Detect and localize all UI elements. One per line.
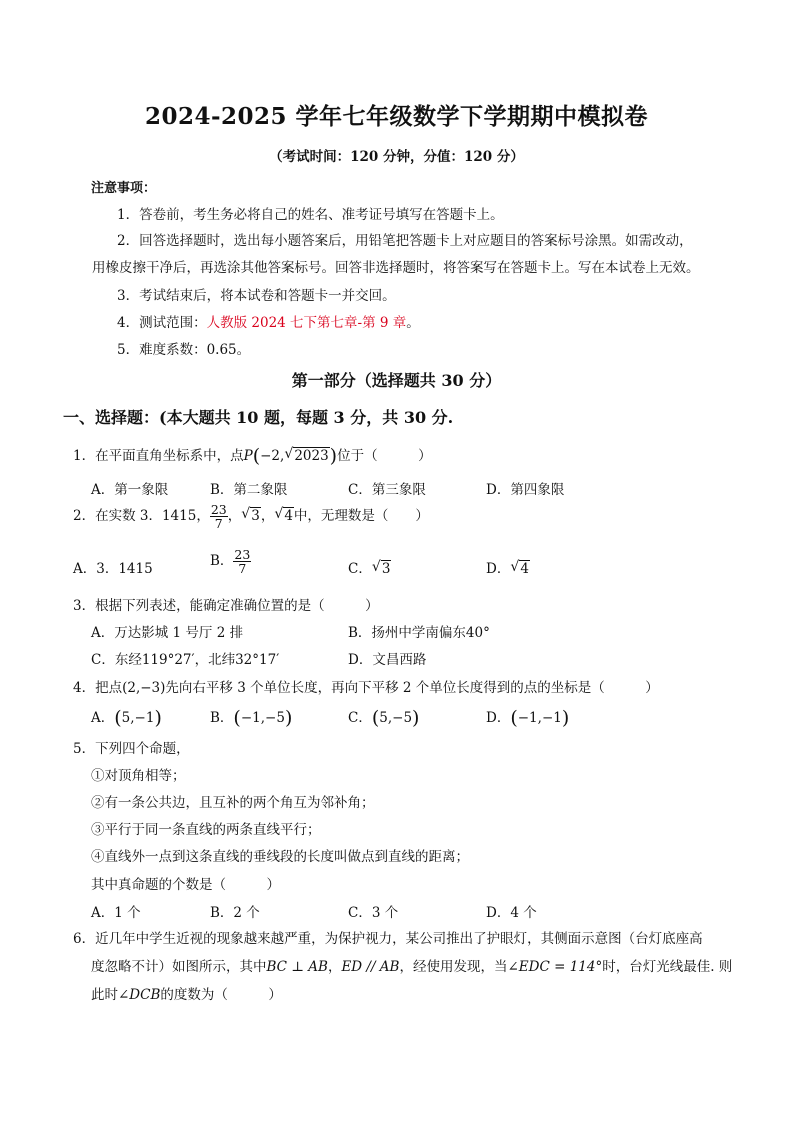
q2-option-c-label: C． xyxy=(348,561,372,577)
q1-sqrt-value: 2023 xyxy=(294,448,329,464)
q2-sep-2: ， xyxy=(260,508,275,525)
q2-option-b-num: 23 xyxy=(234,547,251,562)
paren-left: ( xyxy=(233,707,241,729)
paren-right: ) xyxy=(561,707,570,729)
q5-statement-2: ②有一条公共边，且互补的两个角互为邻补角； xyxy=(91,795,375,811)
q2-frac-den: 7 xyxy=(214,516,223,532)
q5-option-a: A．1 个 xyxy=(91,905,141,921)
q4-option-a-value: 5,−1 xyxy=(121,710,155,726)
q6-line-1: 6．近几年中学生近视的现象越来越严重，为保护视力，某公司推出了护眼灯，其侧面示意图（台灯底座高 xyxy=(73,931,703,947)
q2-option-d-label: D． xyxy=(486,561,511,577)
q6-line-2 xyxy=(91,955,732,975)
paren-left: ( xyxy=(371,707,380,729)
q2-sqrt4 xyxy=(274,508,294,524)
q2-sep-1: ， xyxy=(227,508,242,525)
q1-option-a: A．第一象限 xyxy=(91,482,169,498)
q6-line-2-text-b: ， xyxy=(327,959,342,975)
q3-option-d: D．文昌西路 xyxy=(348,652,427,668)
q2-option-c xyxy=(348,557,391,577)
q2-stem-text: 2．在实数 3．1415， xyxy=(73,508,210,525)
q1-stem xyxy=(73,444,432,467)
paren-right: ) xyxy=(284,707,293,729)
q5-stem: 5．下列四个命题， xyxy=(73,741,190,757)
q1-stem-text: 1．在平面直角坐标系中，点 xyxy=(73,448,244,464)
radical-icon: √ xyxy=(274,506,284,523)
q5-option-d: D．4 个 xyxy=(486,905,537,921)
q2-option-b-label: B． xyxy=(210,553,234,570)
q4-option-d-value: −1,−1 xyxy=(517,710,562,726)
q1-coord: −2, xyxy=(260,448,285,464)
q1-stem-end: 位于（ ） xyxy=(337,448,432,464)
q4-option-d-label: D． xyxy=(486,710,511,726)
q4-option-c xyxy=(348,706,419,729)
radical-icon: √ xyxy=(241,506,251,523)
paren-left: ( xyxy=(114,707,122,729)
note-4-scope: 人教版 2024 七下第七章-第 9 章 xyxy=(206,315,407,331)
q4-point: (2,−3) xyxy=(122,680,166,696)
radical-icon: √ xyxy=(371,559,381,575)
q6-line-2-text-d: 时，台灯光线最佳. 则 xyxy=(602,959,733,975)
q2-sqrt3 xyxy=(241,508,261,524)
q6-line-3 xyxy=(91,983,282,1003)
q2-stem-end: 中，无理数是（ ） xyxy=(293,508,429,525)
q2-fraction xyxy=(210,503,228,530)
q6-line-3-text-a: 此时 xyxy=(91,987,118,1003)
q5-question: 其中真命题的个数是（ ） xyxy=(91,877,280,893)
q6-angle-edc: ∠EDC = 114° xyxy=(507,959,603,975)
q5-statement-4: ④直线外一点到这条直线的垂线段的长度叫做点到直线的距离； xyxy=(91,849,469,865)
note-2-line2: 用橡皮擦干净后，再选涂其他答案标号。回答非选择题时，将答案写在答题卡上。写在本试卷上无效。 xyxy=(92,260,700,276)
notes-heading: 注意事项： xyxy=(91,181,157,196)
q6-line-3-text-b: 的度数为（ ） xyxy=(160,987,282,1003)
q1-option-c: C．第三象限 xyxy=(348,482,426,498)
q4-option-a-label: A． xyxy=(91,710,115,726)
q6-parallel: ED // AB xyxy=(341,959,400,975)
q2-option-d-sqrt xyxy=(510,561,530,577)
q4-option-d xyxy=(486,706,569,729)
radical-icon: √ xyxy=(510,559,520,575)
q3-option-c: C．东经119°27′，北纬32°17′ xyxy=(91,652,280,668)
q1-option-b: B．第二象限 xyxy=(210,482,288,498)
q1-sqrt xyxy=(284,448,329,464)
q5-option-c: C．3 个 xyxy=(348,905,399,921)
q2-option-d-value: 4 xyxy=(520,561,529,577)
q6-angle-dcb: ∠DCB xyxy=(118,987,161,1003)
q4-option-c-value: 5,−5 xyxy=(379,710,413,726)
q6-perpendicular: BC ⊥ AB xyxy=(266,959,328,975)
q2-sqrt4-value: 4 xyxy=(284,508,293,525)
q2-option-b-den: 7 xyxy=(238,561,247,577)
q1-paren-left: ( xyxy=(252,445,261,467)
q3-option-b: B．扬州中学南偏东40° xyxy=(348,625,490,641)
part-one-heading: 第一部分（选择题共 30 分） xyxy=(291,371,502,390)
q2-stem xyxy=(73,503,429,530)
q6-line-2-text-a: 度忽略不计）如图所示，其中 xyxy=(91,959,267,975)
q4-option-a xyxy=(91,706,162,729)
q2-option-b-fraction xyxy=(233,548,251,575)
q4-option-c-label: C． xyxy=(348,710,372,726)
q3-stem: 3．根据下列表述，能确定准确位置的是（ ） xyxy=(73,598,379,614)
paren-left: ( xyxy=(510,707,518,729)
note-5: 5．难度系数：0.65。 xyxy=(117,342,251,358)
q5-statement-3: ③平行于同一条直线的两条直线平行； xyxy=(91,822,321,838)
exam-title: 2024-2025 学年七年级数学下学期期中模拟卷 xyxy=(144,103,649,130)
section-one-heading: 一、选择题：(本大题共 10 题，每题 3 分，共 30 分. xyxy=(63,408,454,427)
q4-option-b xyxy=(210,706,292,729)
q4-option-b-value: −1,−5 xyxy=(240,710,285,726)
q4-option-b-label: B． xyxy=(210,710,234,726)
radical-icon: √ xyxy=(284,446,294,462)
note-2-line1: 2．回答选择题时，选出每小题答案后，用铅笔把答题卡上对应题目的答案标号涂黑。如需改动， xyxy=(117,233,693,249)
q2-option-b xyxy=(210,548,251,575)
q4-stem xyxy=(73,676,659,696)
q3-option-a: A．万达影城 1 号厅 2 排 xyxy=(91,625,244,641)
q2-option-c-sqrt xyxy=(372,561,392,577)
q4-stem-text: 4．把点 xyxy=(73,680,123,696)
note-1: 1．答卷前，考生务必将自己的姓名、准考证号填写在答题卡上。 xyxy=(117,207,504,223)
note-4 xyxy=(117,311,420,331)
note-4-prefix: 4．测试范围： xyxy=(117,315,207,331)
q2-frac-num: 23 xyxy=(210,502,227,517)
q2-option-c-value: 3 xyxy=(381,561,391,577)
q5-statement-1: ①对顶角相等； xyxy=(91,768,186,784)
q2-option-a: A．3．1415 xyxy=(73,561,153,577)
q1-option-d: D．第四象限 xyxy=(486,482,565,498)
q6-line-2-text-c: ，经使用发现，当 xyxy=(399,959,508,975)
q2-option-d xyxy=(486,557,530,577)
q1-paren-right: ) xyxy=(329,445,338,467)
paren-right: ) xyxy=(154,707,162,729)
q4-stem-end: 先向右平移 3 个单位长度，再向下平移 2 个单位长度得到的点的坐标是（ ） xyxy=(165,680,659,696)
q2-sqrt3-value: 3 xyxy=(251,508,260,525)
paren-right: ) xyxy=(412,707,420,729)
q1-point-label: P xyxy=(243,448,253,464)
exam-subtitle: （考试时间：120 分钟，分值：120 分） xyxy=(269,149,524,165)
note-4-suffix: 。 xyxy=(406,315,420,331)
q5-option-b: B．2 个 xyxy=(210,905,260,921)
note-3: 3．考试结束后，将本试卷和答题卡一并交回。 xyxy=(117,288,396,304)
